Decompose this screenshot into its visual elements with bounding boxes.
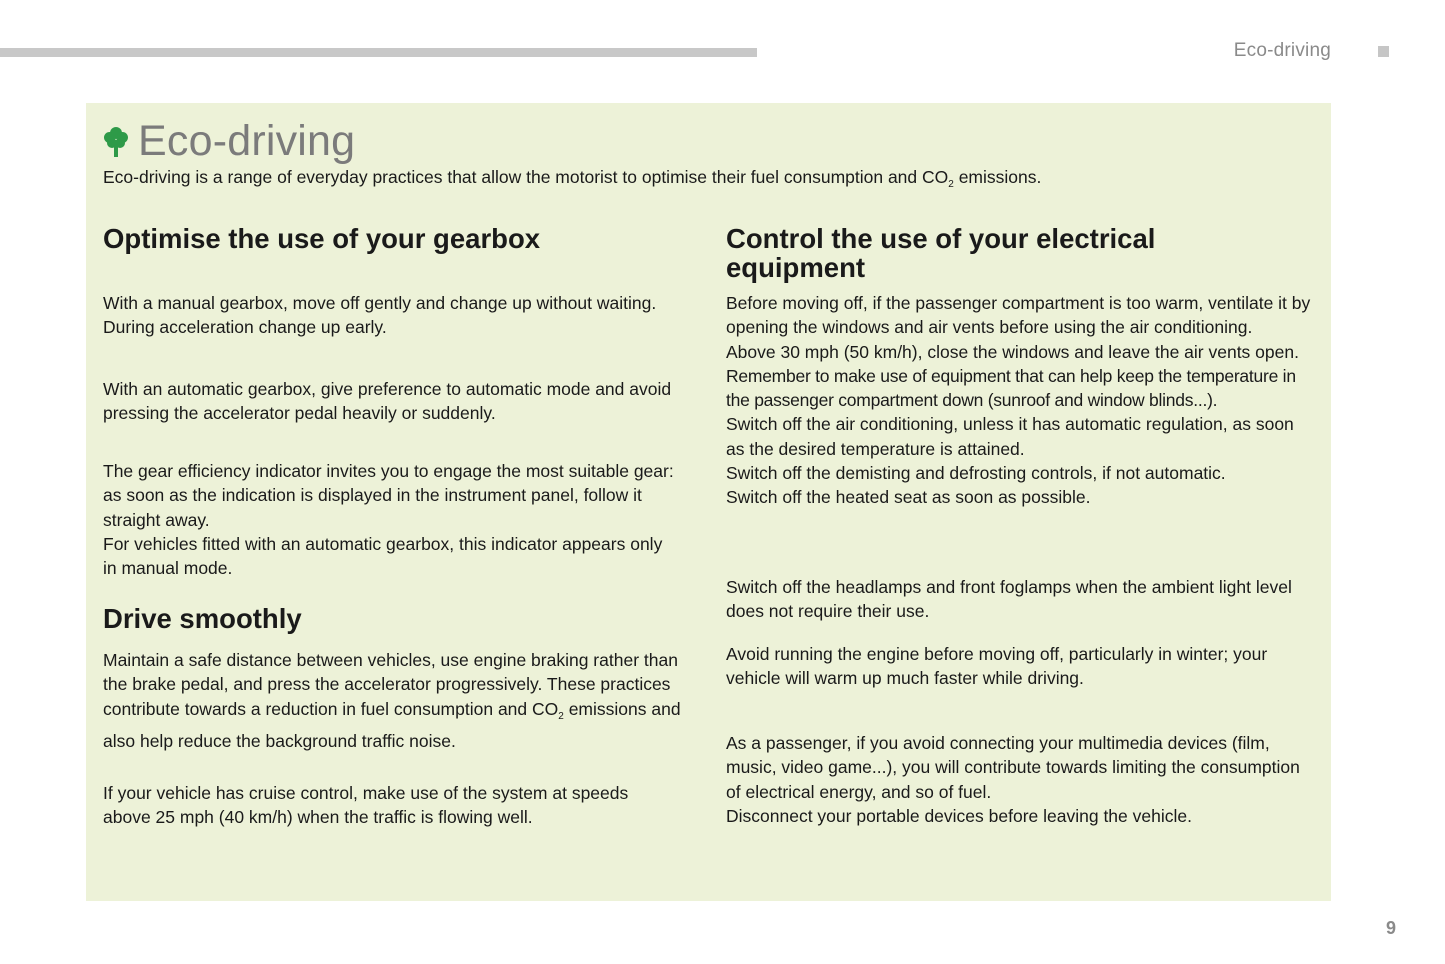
gear-indicator-line1: The gear efficiency indicator invites you to engage the most suitable gear: as soon as the indication is displayed in the instrument panel, follow it straight away. (103, 461, 674, 530)
safe-distance-paragraph (103, 648, 693, 753)
safe-distance-main: Maintain a safe distance between vehicles, use engine braking rather than the brake pedal, and press the accelerator progressively. These practices contribute towards a reduction in fuel consumption and CO (103, 650, 678, 719)
page-number: 9 (1386, 918, 1397, 938)
gear-indicator-line2: For vehicles fitted with an automatic gearbox, this indicator appears only in manual mode. (103, 533, 663, 579)
electrical-heading: Control the use of your electrical equipment (726, 223, 1156, 283)
electrical-line: Switch off the demisting and defrosting controls, if not automatic. (726, 463, 1226, 484)
header-square-marker (1378, 46, 1389, 57)
electrical-paragraph (726, 291, 1316, 510)
safe-distance-tail: emissions and also help reduce the background traffic noise. (103, 698, 681, 751)
passenger-devices-line1: As a passenger, if you avoid connecting your multimedia devices (film, music, video game...), you will contribute towards limiting the consumption of electrical energy, and so of fuel. (726, 733, 1300, 802)
running-header: Eco-driving (1233, 40, 1331, 61)
electrical-line: Remember to make use of equipment that can help keep the temperature in the passenger compartment down (sunroof and window blinds...). (726, 365, 1296, 411)
gearbox-heading: Optimise the use of your gearbox (103, 223, 541, 254)
electrical-line: Above 30 mph (50 km/h), close the windows and leave the air vents open. (726, 341, 1299, 362)
drive-smoothly-heading: Drive smoothly (103, 603, 302, 634)
gearbox-automatic-paragraph: With an automatic gearbox, give preference to automatic mode and avoid pressing the accelerator pedal heavily or suddenly. (103, 379, 672, 424)
intro-tail: emissions. (953, 167, 1042, 187)
electrical-line: Before moving off, if the passenger compartment is too warm, ventilate it by opening the windows and air vents before using the air conditioning. (726, 293, 1311, 338)
electrical-line: Switch off the heated seat as soon as possible. (726, 487, 1091, 508)
passenger-devices-paragraph (726, 731, 1301, 828)
header-rule (0, 48, 757, 57)
cruise-control-paragraph: If your vehicle has cruise control, make use of the system at speeds above 25 mph (40 km/h) when the traffic is flowing well. (103, 783, 629, 828)
electrical-line: Switch off the air conditioning, unless it has automatic regulation, as soon as the desired temperature is attained. (726, 414, 1294, 459)
intro-subscript: 2 (948, 179, 954, 190)
gear-indicator-paragraph (103, 459, 678, 580)
title-row (103, 116, 355, 166)
safe-distance-subscript: 2 (558, 710, 564, 722)
engine-warmup-paragraph: Avoid running the engine before moving off, particularly in winter; your vehicle will warm up much faster while driving. (726, 644, 1268, 689)
gearbox-manual-paragraph: With a manual gearbox, move off gently and change up without waiting. During acceleration change up early. (103, 293, 657, 338)
intro-text (103, 166, 1303, 196)
headlamps-paragraph: Switch off the headlamps and front foglamps when the ambient light level does not require their use. (726, 577, 1292, 622)
passenger-devices-line2: Disconnect your portable devices before leaving the vehicle. (726, 805, 1192, 826)
page-title: Eco-driving (138, 116, 356, 165)
tree-icon (103, 126, 129, 158)
intro-main: Eco-driving is a range of everyday practices that allow the motorist to optimise their fuel consumption and CO (103, 167, 949, 187)
